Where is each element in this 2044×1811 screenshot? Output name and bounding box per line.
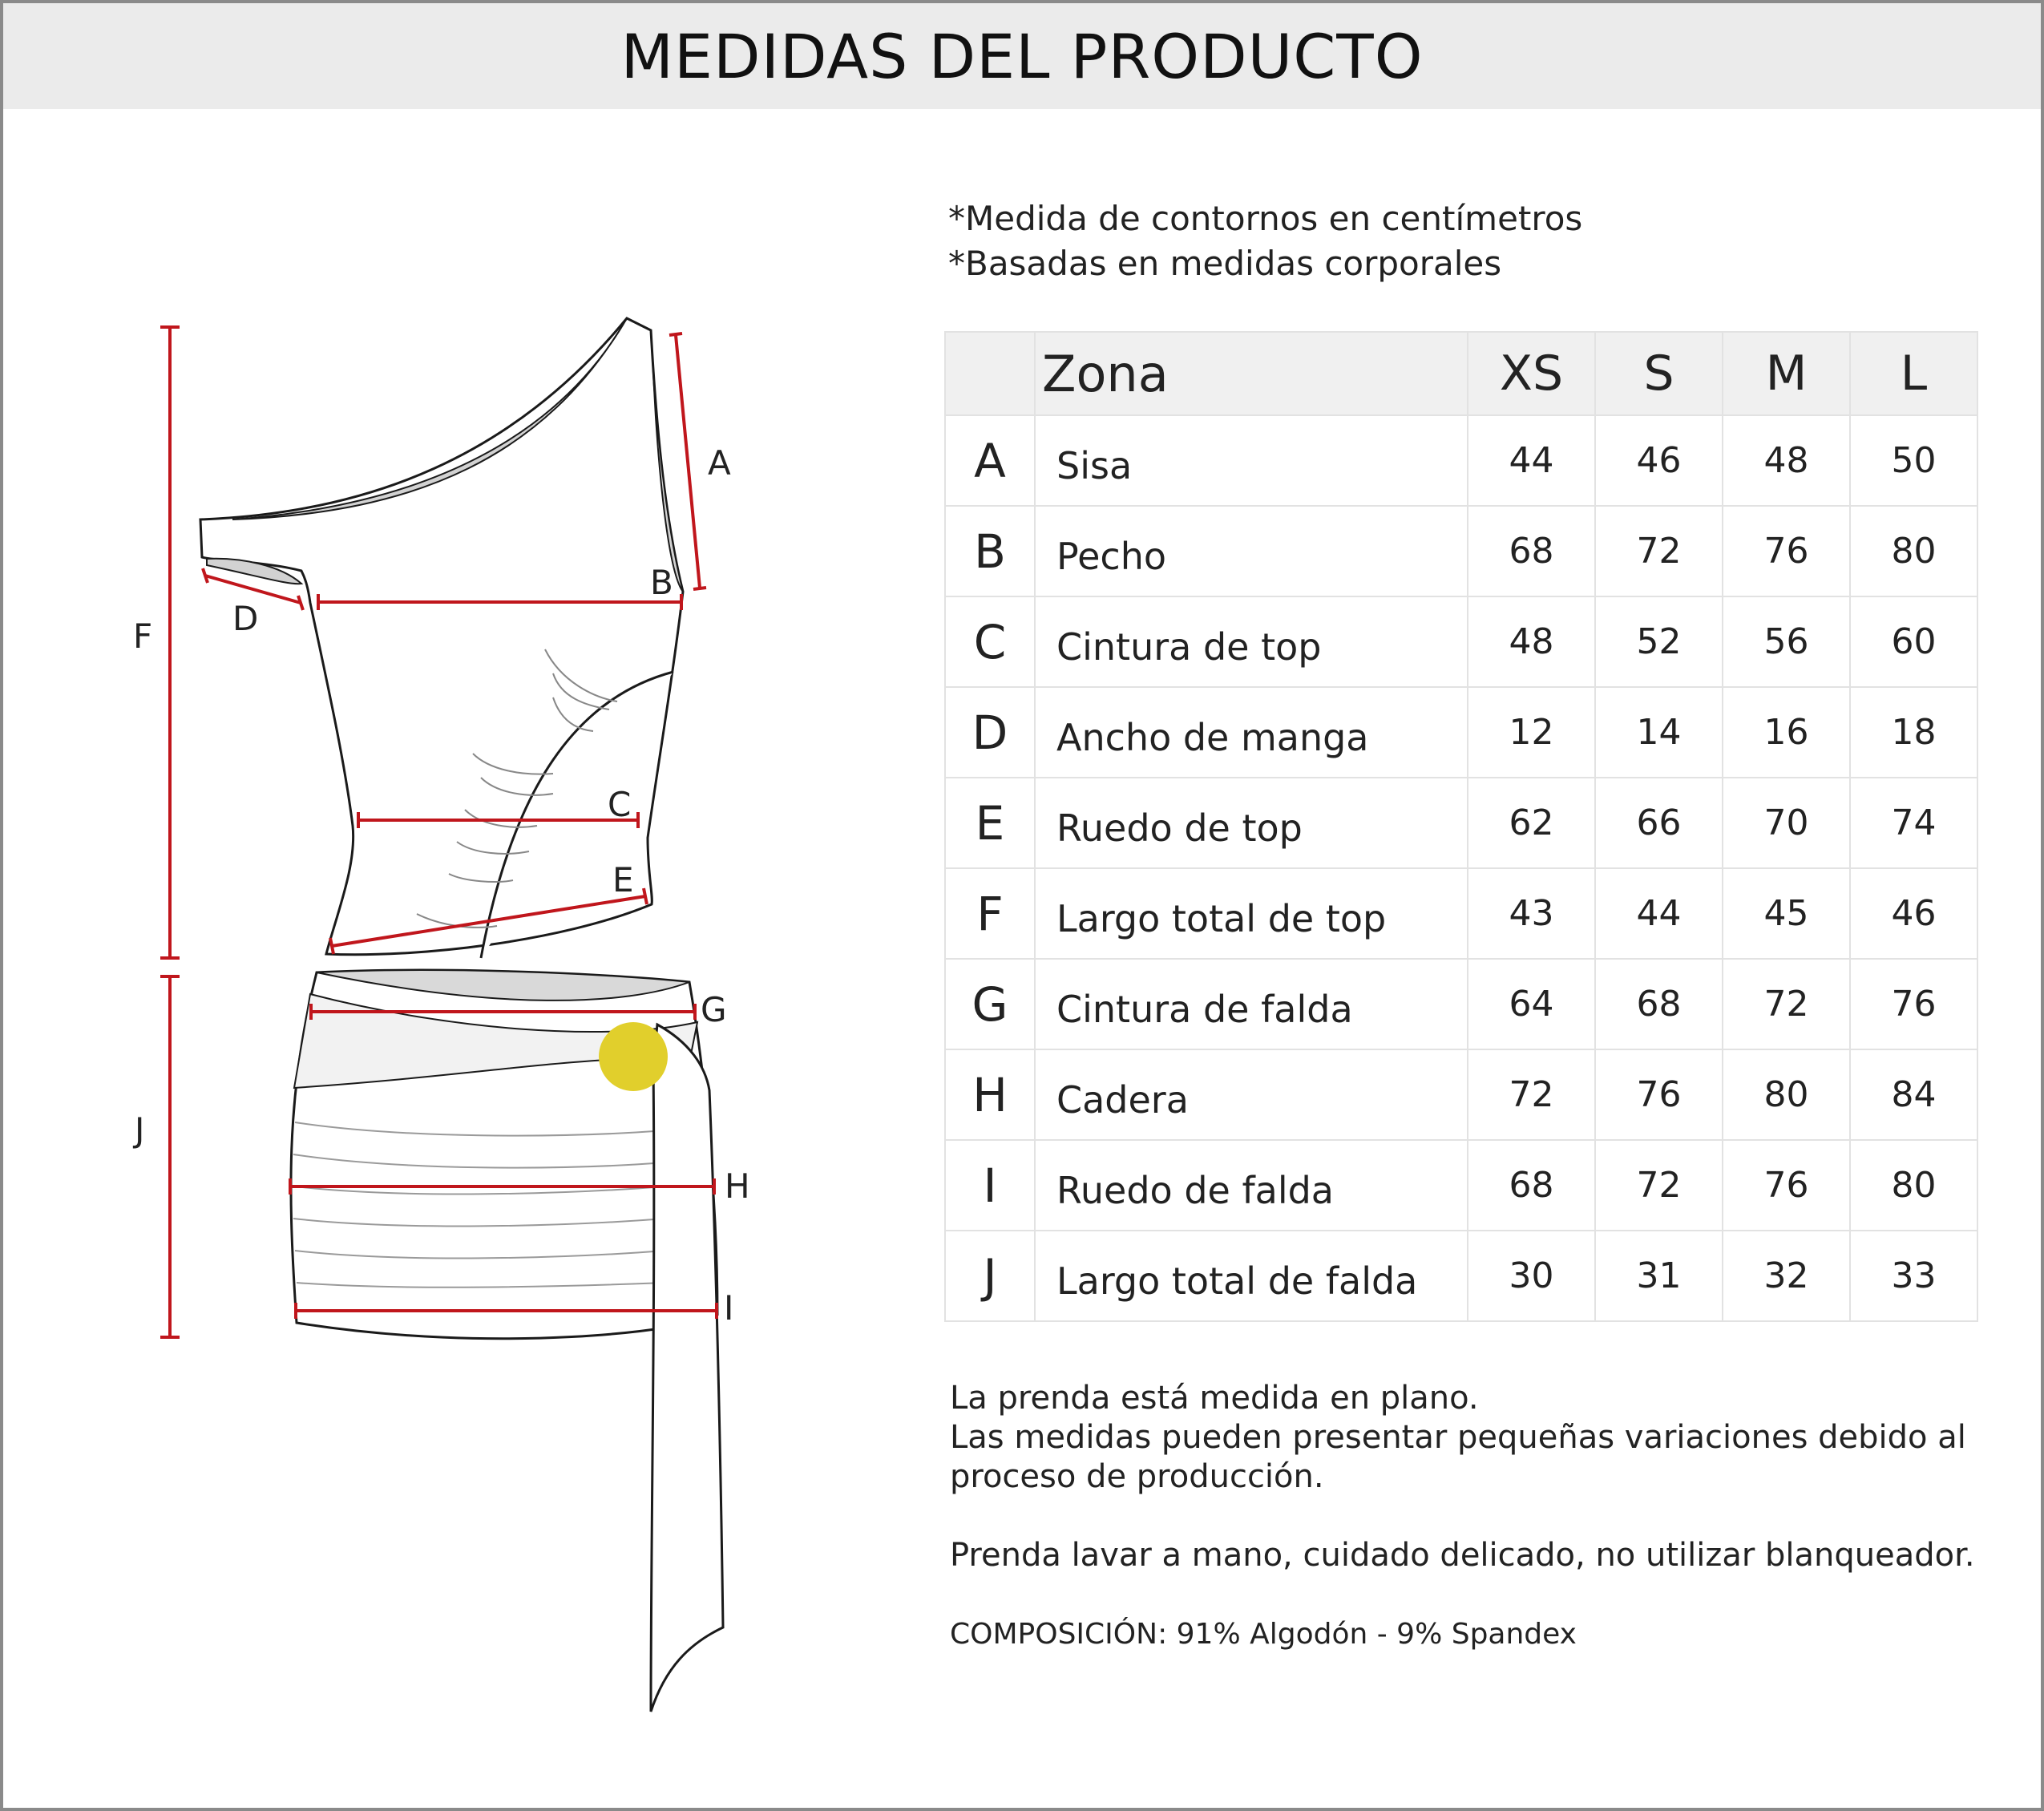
row-zona: Ruedo de top (1035, 778, 1468, 868)
row-m: 76 (1723, 506, 1850, 596)
row-m: 16 (1723, 687, 1850, 778)
row-m: 72 (1723, 959, 1850, 1049)
label-g: G (701, 990, 727, 1029)
table-row (945, 959, 1977, 1049)
row-m: 76 (1723, 1140, 1850, 1231)
table-row (945, 778, 1977, 868)
table-row (945, 687, 1977, 778)
size-table (944, 331, 1978, 1322)
row-xs: 30 (1468, 1231, 1595, 1321)
row-m: 45 (1723, 868, 1850, 959)
row-letter: E (945, 778, 1035, 868)
row-xs: 72 (1468, 1049, 1595, 1140)
row-letter: B (945, 506, 1035, 596)
table-row (945, 596, 1977, 687)
row-letter: C (945, 596, 1035, 687)
table-row (945, 1231, 1977, 1321)
row-s: 68 (1595, 959, 1723, 1049)
size-table-header (945, 332, 1977, 415)
row-l: 60 (1850, 596, 1977, 687)
note-line-1: *Medida de contornos en centímetros (948, 199, 1583, 238)
row-letter: D (945, 687, 1035, 778)
row-zona: Ancho de manga (1035, 687, 1468, 778)
header-zona: Zona (1035, 332, 1468, 415)
row-s: 31 (1595, 1231, 1723, 1321)
row-letter: I (945, 1140, 1035, 1231)
table-row (945, 868, 1977, 959)
row-l: 18 (1850, 687, 1977, 778)
table-row (945, 1140, 1977, 1231)
page-title: MEDIDAS DEL PRODUCTO (620, 20, 1424, 92)
measure-line-a (676, 335, 700, 588)
header-s: S (1595, 332, 1723, 415)
row-l: 33 (1850, 1231, 1977, 1321)
note-line-2: *Basadas en medidas corporales (948, 244, 1502, 283)
header-l: L (1850, 332, 1977, 415)
row-m: 70 (1723, 778, 1850, 868)
row-zona: Sisa (1035, 415, 1468, 506)
row-xs: 64 (1468, 959, 1595, 1049)
row-zona: Ruedo de falda (1035, 1140, 1468, 1231)
product-info (950, 1379, 2008, 1654)
row-zona: Cintura de falda (1035, 959, 1468, 1049)
header-letter (945, 332, 1035, 415)
row-m: 32 (1723, 1231, 1850, 1321)
row-letter: J (945, 1231, 1035, 1321)
row-s: 66 (1595, 778, 1723, 868)
row-l: 46 (1850, 868, 1977, 959)
row-zona: Pecho (1035, 506, 1468, 596)
row-s: 14 (1595, 687, 1723, 778)
measurement-notes (948, 196, 2006, 286)
row-xs: 43 (1468, 868, 1595, 959)
row-zona: Largo total de falda (1035, 1231, 1468, 1321)
row-letter: H (945, 1049, 1035, 1140)
row-xs: 44 (1468, 415, 1595, 506)
table-row (945, 415, 1977, 506)
row-letter: A (945, 415, 1035, 506)
header-xs: XS (1468, 332, 1595, 415)
header-m: M (1723, 332, 1850, 415)
row-l: 50 (1850, 415, 1977, 506)
row-s: 44 (1595, 868, 1723, 959)
yellow-button (599, 1022, 668, 1091)
row-s: 72 (1595, 506, 1723, 596)
row-zona: Cintura de top (1035, 596, 1468, 687)
row-l: 80 (1850, 1140, 1977, 1231)
table-row (945, 506, 1977, 596)
row-l: 80 (1850, 506, 1977, 596)
skirt-tie-strap (651, 1025, 723, 1712)
row-letter: G (945, 959, 1035, 1049)
row-m: 80 (1723, 1049, 1850, 1140)
measured-flat-note: La prenda está medida en plano. (950, 1380, 1479, 1417)
row-s: 52 (1595, 596, 1723, 687)
label-a: A (708, 443, 731, 483)
row-xs: 68 (1468, 506, 1595, 596)
row-zona: Cadera (1035, 1049, 1468, 1140)
label-j: J (135, 1110, 145, 1150)
top-garment (200, 318, 683, 958)
row-s: 46 (1595, 415, 1723, 506)
row-l: 76 (1850, 959, 1977, 1049)
label-h: H (725, 1166, 750, 1206)
skirt-garment (291, 970, 723, 1712)
label-f: F (133, 616, 153, 656)
row-l: 84 (1850, 1049, 1977, 1140)
row-m: 48 (1723, 415, 1850, 506)
row-l: 74 (1850, 778, 1977, 868)
label-d: D (232, 599, 259, 638)
row-zona: Largo total de top (1035, 868, 1468, 959)
row-letter: F (945, 868, 1035, 959)
label-c: C (608, 785, 632, 824)
row-xs: 48 (1468, 596, 1595, 687)
row-xs: 68 (1468, 1140, 1595, 1231)
table-row (945, 1049, 1977, 1140)
label-e: E (612, 860, 634, 899)
row-s: 72 (1595, 1140, 1723, 1231)
label-i: I (724, 1288, 734, 1328)
top-outline (200, 318, 683, 955)
row-m: 56 (1723, 596, 1850, 687)
row-s: 76 (1595, 1049, 1723, 1140)
row-xs: 62 (1468, 778, 1595, 868)
row-xs: 12 (1468, 687, 1595, 778)
variation-note: Las medidas pueden presentar pequeñas variaciones debido al proceso de producción. (950, 1419, 1966, 1495)
label-b: B (650, 563, 673, 602)
composition: COMPOSICIÓN: 91% Algodón - 9% Spandex (950, 1618, 1577, 1651)
care-instructions: Prenda lavar a mano, cuidado delicado, no utilizar blanqueador. (950, 1537, 1975, 1574)
